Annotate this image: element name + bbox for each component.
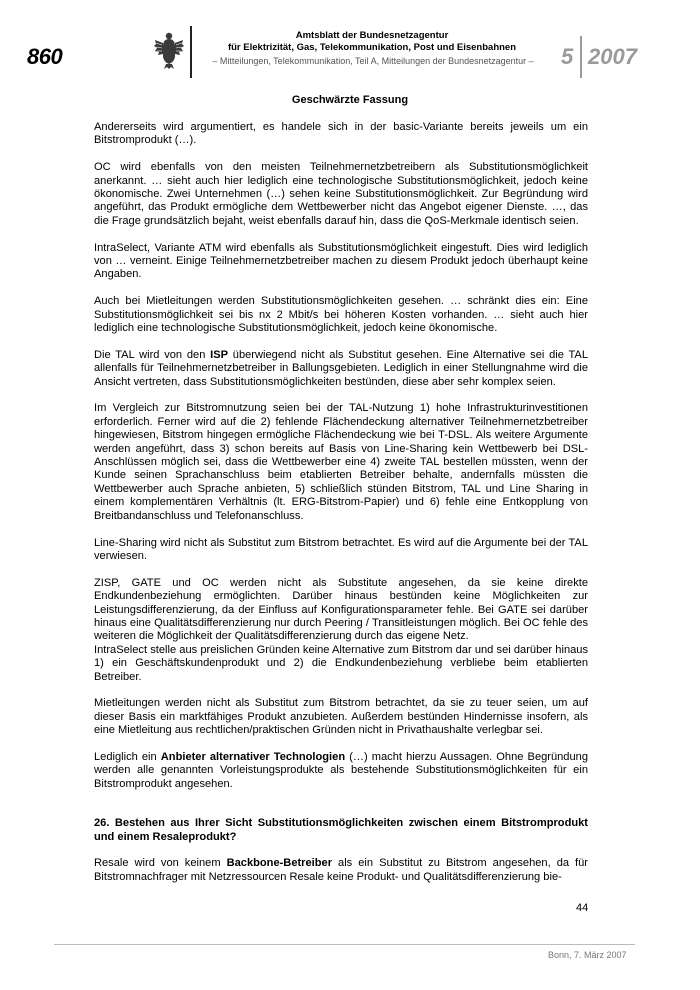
issue-year: 2007: [588, 44, 637, 69]
paragraph: [94, 857, 588, 884]
paragraph: [94, 751, 588, 791]
page-number: 860: [27, 44, 63, 69]
emphasis-backbone: Backbone-Betreiber: [226, 857, 333, 870]
header-title-line2: für Elektrizität, Gas, Telekommunikation, Post und Eisenbahnen: [227, 42, 517, 53]
paragraph: OC wird ebenfalls von den meisten Teilnehmernetzbetreibern als Substitutionsmöglichkeit anerkannt. … sieht auch hier lediglich eine technologische Substitutionsmöglichkeit, jedoch keine ökonomische. Zwei Unternehmen (…) sehen keine Substitutionsmöglichkeit. Zur Begründung wird angeführt, das Produkt ermögliche dem Wettbewerber nicht das Angebot eigener Dienste. …, das die Frage grundsätzlich bejaht, weist ebenfalls darauf hin, dass die QoS-Merkmale identisch seien.: [94, 161, 588, 227]
header-divider: [190, 26, 192, 78]
question-heading-26: 26. Bestehen aus Ihrer Sicht Substitutionsmöglichkeiten zwischen einem Bitstromprodukt und einem Resaleprodukt?: [94, 817, 588, 843]
footer-divider: [54, 944, 635, 945]
emphasis-alt-tech: Anbieter alternativer Technologien: [160, 750, 346, 763]
paragraph-text: als ein Substitut zu Bitstrom angesehen, da für Bitstromnachfrager mit Netzressourcen Resale keine Produkt- und Qualitätsdifferenzierung bie-: [94, 857, 588, 883]
paragraph-text: Resale wird von keinem: [94, 857, 227, 870]
paragraph-text: Lediglich ein: [94, 750, 161, 763]
source-page-number: 44: [576, 902, 589, 914]
paragraph-text: Die TAL wird von den: [94, 348, 211, 361]
paragraph: Andererseits wird argumentiert, es handele sich in der basic-Variante bereits jeweils um ein Bitstromprodukt (…).: [94, 121, 588, 147]
paragraph: [94, 349, 588, 389]
body-text: [94, 121, 588, 884]
document-title: Geschwärzte Fassung: [291, 94, 409, 106]
paragraph-text: (…) macht hierzu Aussagen. Ohne Begründung werden alle genannten Vorleistungsprodukte als bestehende Substitutionsmöglichkeiten für ein Bitstromprodukt angesehen.: [94, 750, 588, 790]
paragraph: Line-Sharing wird nicht als Substitut zum Bitstrom betrachtet. Es wird auf die Argumente bei der TAL verwiesen.: [94, 536, 588, 562]
paragraph: Auch bei Mietleitungen werden Substitutionsmöglichkeiten gesehen. … schränkt dies ein: Eine Substitutionsmöglichkeit sei bis nx 2 Mbit/s bei höheren Kosten vorhanden. … sieht auch hier lediglich eine technologische Substitutionsmöglichkeit, jedoch keine ökonomische.: [94, 295, 588, 335]
paragraph: IntraSelect, Variante ATM wird ebenfalls als Substitutionsmöglichkeit eingestuft. Dies wird lediglich von … verneint. Einige Teilnehmernetzbetreiber machen zu diesem Produkt jedoch überhaupt keine Angaben.: [94, 241, 588, 281]
issue-number: 5: [561, 44, 574, 69]
header-title-line1: Amtsblatt der Bundesnetzagentur: [295, 30, 449, 41]
emphasis-isp: ISP: [210, 348, 229, 361]
footer-place-date: Bonn, 7. März 2007: [548, 950, 627, 960]
header-subtitle: – Mitteilungen, Telekommunikation, Teil A, Mitteilungen der Bundesnetzagentur –: [212, 56, 534, 66]
paragraph-text: überwiegend nicht als Substitut gesehen. Eine Alternative sei die TAL allenfalls für Teilnehmernetzbetreiber in Ballungsgebieten. Lediglich in einer Stellungnahme wird die Ansicht vertreten, dass Substitutionsmöglichkeiten bestünden, diese aber sehr komplex seien.: [94, 348, 588, 388]
paragraph: Im Vergleich zur Bitstromnutzung seien bei der TAL-Nutzung 1) hohe Infrastrukturinvestitionen erforderlich. Ferner wird auf die 2) fehlende Flächendeckung alternativer Teilnehmernetzbetreiber hingewiesen, Bitstrom hingegen ermögliche Flächendeckung wie bei T-DSL. Als weitere Argumente werden angeführt, dass 3) schon bereits auf Basis von Line-Sharing kein Wettbewerb bei DSL-Anschlüssen möglich sei, dass die Wettbewerber eine 4) zweite TAL bestellen müssten, wenn der Kunde seinen Sprachanschluss beim etablierten Betreiber behalte, andernfalls müssten die Wettbewerber auch Sprache anbieten, 5) schließlich stünden Bitstrom, TAL und Line Sharing in einem komplementären Verhältnis (lt. ERG-Bitstrom-Papier) und 6) fehle eine Entkopplung von Breitbandanschluss und Telefonanschluss.: [94, 402, 588, 522]
issue-divider: [580, 36, 582, 78]
paragraph: Mietleitungen werden nicht als Substitut zum Bitstrom betrachtet, da sie zu teuer seien, um auf dieser Basis ein marktfähiges Produkt anzubieten. Außerdem bestünden Hindernisse insofern, als eine Mietleitung aus rechtlichen/praktischen Gründen nicht in Privathaushalte verlegbar sei.: [94, 697, 588, 737]
paragraph: ZISP, GATE und OC werden nicht als Substitute angesehen, da sie keine direkte Endkundenbeziehung ermöglichten. Darüber hinaus bestünden keine Möglichkeiten zur Leistungsdifferenzierung, da der Einfluss auf Konfigurationsparameter fehle. Bei GATE sei darüber hinaus eine Qualitätsdifferenzierung nur durch Peering / Transitleistungen möglich. Bei OC fehle des weiteren die Möglichkeit der Qualitätsdifferenzierung durch das eigene Netz.: [94, 576, 588, 643]
federal-eagle-logo: [153, 30, 185, 70]
paragraph: IntraSelect stelle aus preislichen Gründen keine Alternative zum Bitstrom dar und sei darüber hinaus 1) ein Geschäftskundenprodukt und 2) die Endkundenbeziehung verbliebe beim etablierten Betreiber.: [94, 643, 588, 683]
